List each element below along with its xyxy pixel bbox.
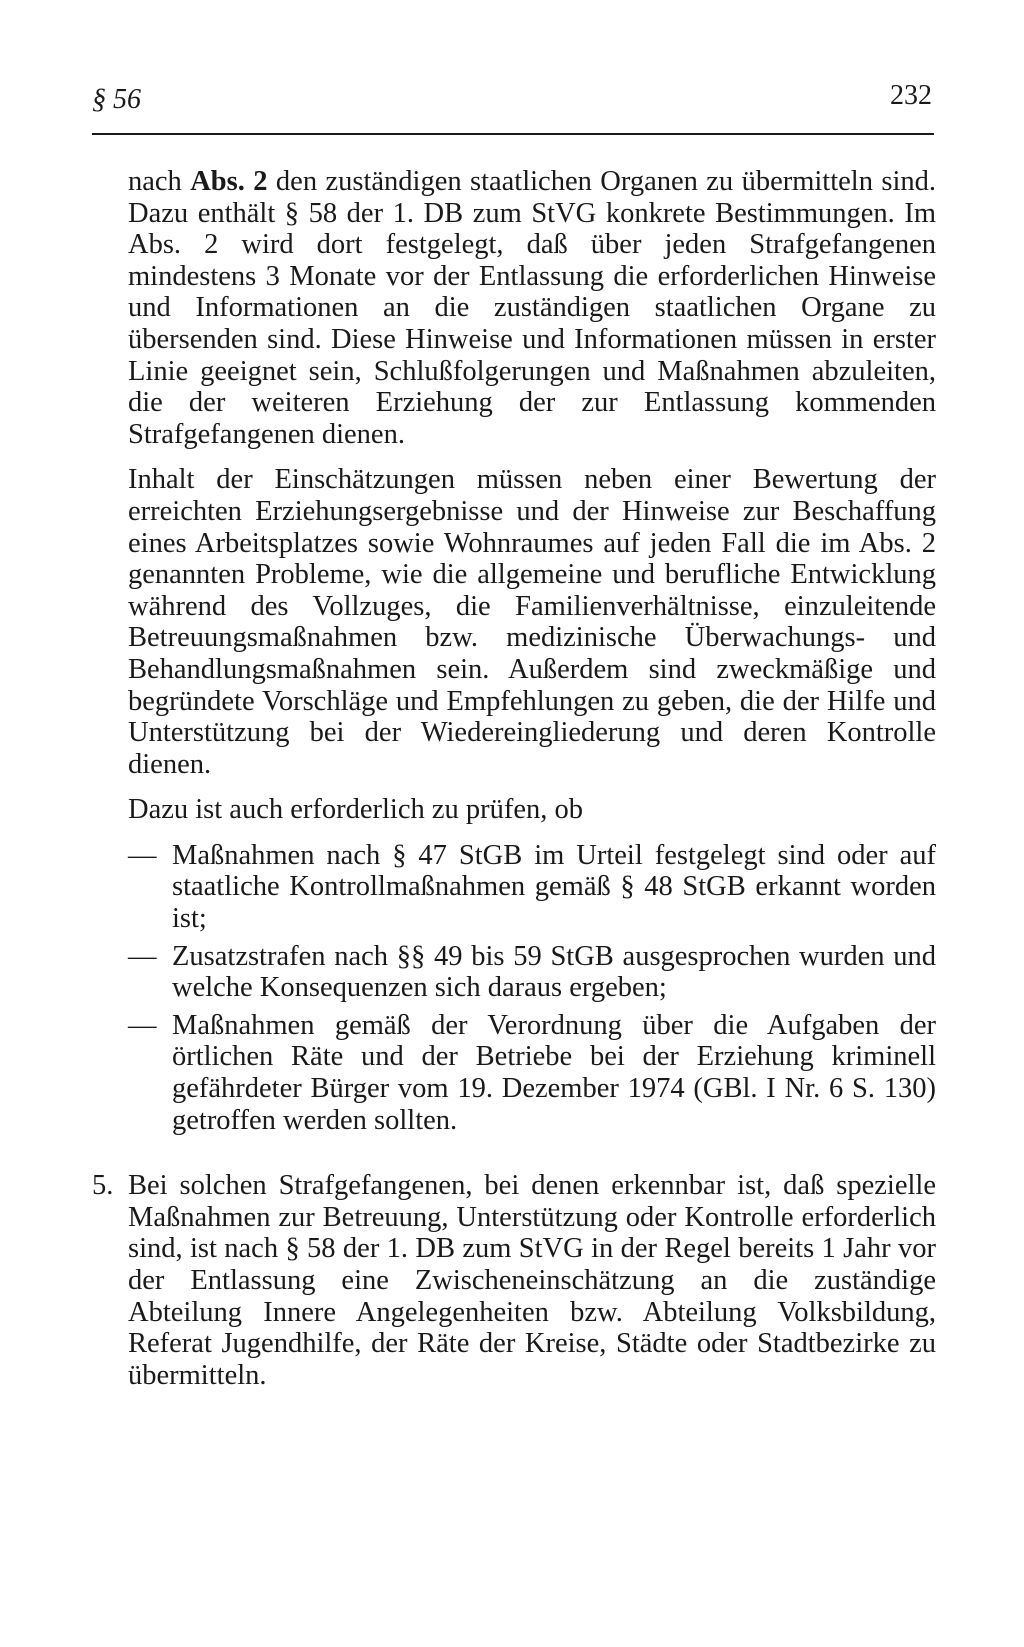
paragraph-1	[128, 166, 936, 450]
dash-marker: —	[128, 839, 157, 871]
paragraph-3: Dazu ist auch erforderlich zu prüfen, ob	[128, 794, 584, 826]
dash-list	[128, 840, 936, 1136]
page-header	[92, 80, 932, 120]
numbered-item-text: Bei solchen Strafgefangenen, bei denen erkennbar ist, daß spezielle Maßnahmen zur Betreuung, Unterstützung oder Kontrolle erforderlich sind, ist nach § 58 der 1. DB zum StVG in der Regel bereits 1 Jahr vor der Entlassung eine Zwischeneinschätzung an die zuständige Abteilung Innere Angelegenheiten bzw. Abteilung Volksbildung, Referat Jugendhilfe, der Räte der Kreise, Städte oder Stadtbezirke zu übermitteln.	[128, 1170, 936, 1391]
page-number: 232	[890, 80, 932, 111]
section-reference: § 56	[92, 84, 141, 115]
list-item	[128, 941, 936, 1004]
list-item-text: Zusatzstrafen nach §§ 49 bis 59 StGB ausgesprochen wurden und welche Konsequenzen sich daraus ergeben;	[172, 940, 936, 1004]
numbered-list	[92, 1170, 936, 1391]
list-item-text: Maßnahmen gemäß der Verordnung über die Aufgaben der örtlichen Räte und der Betriebe bei der Erziehung kriminell gefährdeter Bürger vom 19. Dezember 1974 (GBl. I Nr. 6 S. 130) getroffen werden sollten.	[172, 1009, 936, 1136]
paragraph-1-bold-ref: Abs. 2	[190, 166, 268, 197]
dash-marker: —	[128, 1009, 157, 1041]
header-divider	[92, 133, 934, 135]
paragraph-1-lead: nach	[128, 166, 191, 197]
list-item-text: Maßnahmen nach § 47 StGB im Urteil festgelegt sind oder auf staatliche Kontrollmaßnahmen gemäß § 48 StGB erkannt worden ist;	[172, 839, 936, 935]
paragraph-2: Inhalt der Einschätzungen müssen neben einer Bewertung der erreichten Erziehungsergebnisse und der Hinweise zur Beschaffung eines Arbeitsplatzes sowie Wohnraumes auf jeden Fall die im Abs. 2 genannten Probleme, wie die allgemeine und berufliche Entwicklung während des Vollzuges, die Familienverhältnisse, einzuleitende Betreuungsmaßnahmen bzw. medizinische Überwachungs- und Behandlungsmaßnahmen sein. Außerdem sind zweckmäßige und begründete Vorschläge und Empfehlungen zu geben, die der Hilfe und Unterstützung bei der Wiedereingliederung und deren Kontrolle dienen.	[128, 464, 936, 780]
list-item	[128, 1010, 936, 1136]
item-number: 5.	[92, 1170, 114, 1202]
numbered-item-5	[92, 1170, 936, 1391]
page-body	[92, 166, 936, 1391]
list-item	[128, 840, 936, 935]
dash-marker: —	[128, 940, 157, 972]
paragraph-1-text: den zuständigen staatlichen Organen zu übermitteln sind. Dazu enthält § 58 der 1. DB zum StVG konkrete Bestimmungen. Im Abs. 2 wird dort festgelegt, daß über jeden Strafgefangenen mindestens 3 Monate vor der Entlassung die erforderlichen Hinweise und Informationen an die zuständigen staatlichen Organe zu übersenden sind. Diese Hinweise und Informationen müssen in erster Linie geeignet sein, Schlußfolgerungen und Maßnahmen abzuleiten, die der weiteren Erziehung der zur Entlassung kommenden Strafgefangenen dienen.	[128, 166, 936, 450]
